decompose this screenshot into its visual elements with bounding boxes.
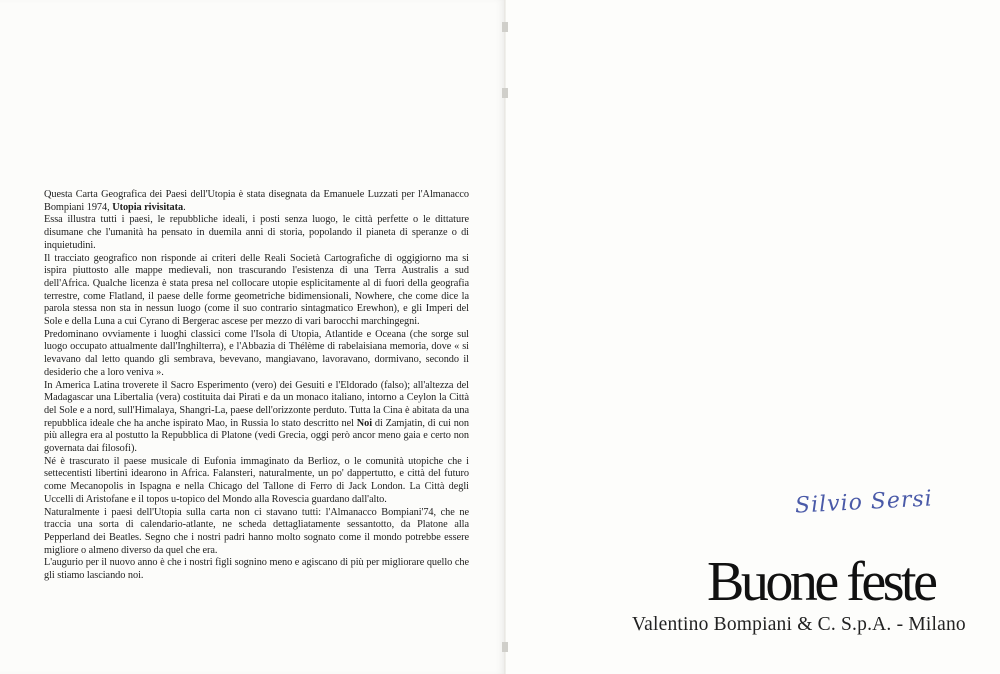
fold-mark: [502, 22, 508, 32]
paragraph-text: .: [183, 201, 186, 213]
publisher-line: Valentino Bompiani & C. S.p.A. - Milano: [632, 614, 966, 635]
handwritten-signature: Silvio Sersi: [794, 486, 934, 519]
paragraph-text: Né è trascurato il paese musicale di Eufonia immaginato da Berlioz, o le comunità utopiche che i settecentisti libertini idearono in Africa. Falansteri, naturalmente, un po' dappertutto, e città del futuro come Mecanopolis in Ispagna e nella Chicago del Tallone di Ferro di Jack London. La Città degli Uccelli di Aristofane e il topos u-topico del Mondo alla Rovescia guardano dall'alto.: [44, 455, 469, 505]
paragraph-text: Predominano ovviamente i luoghi classici come l'Isola di Utopia, Atlantide e Oceana (che sorge sul luogo occupato attualmente dall'Inghilterra), e l'Abbazia di Thélème di rabelaisiana memoria, dove « si levavano dal letto quando gli sembrava, bevevano, mangiavano, lavoravano, dormivano, secondo il desiderio che a loro veniva ».: [44, 328, 469, 378]
almanac-title: Utopia rivisitata: [112, 201, 184, 213]
paragraph-text: L'augurio per il nuovo anno è che i nostri figli sognino meno e agiscano di più per migliorare quello che gli stiamo lasciando noi.: [44, 557, 469, 582]
paragraph-text: Questa Carta Geografica dei Paesi dell'Utopia è stata disegnata da Emanuele Luzzati per l'Almanacco Bompiani 1974,: [44, 189, 469, 213]
paragraph: [44, 329, 469, 380]
paragraph: [44, 189, 469, 214]
paragraph: [44, 557, 469, 582]
book-title: Noi: [356, 417, 373, 429]
paragraph: [44, 456, 469, 507]
paragraph: [44, 380, 469, 456]
paragraph: [44, 507, 469, 558]
greeting-title: Buone feste: [707, 551, 935, 613]
paragraph-text: di Zamjatin, di cui non più allegra era al postutto la Repubblica di Platone (vedi Grecia, oggi però ancor meno gaia e certo non governata dai filosofi).: [44, 417, 469, 455]
paragraph: [44, 253, 469, 329]
page-fold: [504, 0, 506, 674]
paragraph-text: In America Latina troverete il Sacro Esperimento (vero) dei Gesuiti e l'Eldorado (falso); all'altezza del Madagascar una Libertalia (vera) costituita dai Pirati e da un monaco italiano, intorno a Ceylon la Città del Sole e a nord, sull'Himalaya, Shangri-La, paese dell'orizzonte perduto. Tutta la Cina è abitata da una repubblica ideale che ha anche ispirato Mao, in Russia lo stato descritto nel: [44, 379, 469, 429]
paragraph-text: Naturalmente i paesi dell'Utopia sulla carta non ci stavano tutti: l'Almanacco Bompiani'74, che ne traccia una sorta di calendario-atlante, ne scheda dettagliatamente sessantotto, da Platone alla Pepperland dei Beatles. Segno che i nostri padri hanno molto sognato come il mondo potrebbe essere migliore o almeno diverso da quel che era.: [44, 506, 469, 556]
fold-mark: [502, 88, 508, 98]
paragraph-text: Il tracciato geografico non risponde ai criteri delle Reali Società Cartografiche di oggigiorno ma si ispira piuttosto alle mappe medievali, non trascurando l'esistenza di una Terra Australis a sud dell'Africa. Qualche licenza è stata presa nel collocare utopie esplicitamente al di fuori della geografia terrestre, come Flatland, il paese delle forme geometriche bidimensionali, Nowhere, che come dice la parola stessa non sta in nessun luogo (come il suo contrario sintagmatico Erewhon), e gli Imperi del Sole e della Luna a cui Cyrano di Bergerac ascese per mezzo di vari barocchi marchingegni.: [44, 252, 469, 328]
map-description-text: [44, 189, 469, 583]
paragraph-text: Essa illustra tutti i paesi, le repubbliche ideali, i posti senza luogo, le città perfette o le dittature disumane che l'umanità ha pensato in duemila anni di storia, popolando il pianeta di speranze o di inquietudini.: [44, 214, 469, 251]
paragraph: [44, 214, 469, 252]
fold-mark: [502, 642, 508, 652]
